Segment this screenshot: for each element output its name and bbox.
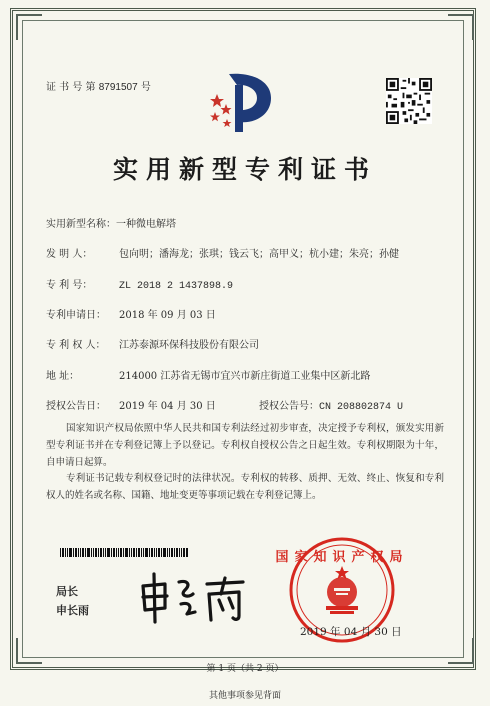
corner-ornament xyxy=(16,14,42,40)
field-value: 一种微电解塔 xyxy=(116,219,176,230)
director-title: 局长 xyxy=(56,586,78,598)
seal-text: 国家知识产权局 xyxy=(275,550,409,565)
patent-office-emblem-icon xyxy=(205,66,285,136)
grant-statement: 国家知识产权局依照中华人民共和国专利法经过初步审查，决定授予专利权，颁发实用新型专利证书并在专利登记簿上予以登记。专利权自授权公告之日起生效。专利权期限为十年，自申请日起算。 xyxy=(46,423,444,468)
field-value: 包向明；潘海龙；张琪；钱云飞；高甲义；杭小建；朱亮；孙健 xyxy=(119,249,399,260)
field-utility-name xyxy=(46,215,176,230)
certificate-number-label: 证 书 号 第 xyxy=(46,82,96,93)
field-value: CN 208802874 U xyxy=(319,402,404,413)
field-label: 专 利 号： xyxy=(46,280,93,291)
field-label: 授权公告号： xyxy=(259,401,319,412)
barcode-icon xyxy=(60,548,188,557)
field-grant-info xyxy=(46,397,403,413)
legal-status-statement: 专利证书记载专利权登记时的法律状况。专利权的转移、质押、无效、终止、恢复和专利权人的姓名或名称、国籍、地址变更等事项记载在专利登记簿上。 xyxy=(46,473,444,501)
page-number: 第 1 页（共 2 页） xyxy=(206,664,284,674)
field-inventors xyxy=(46,245,399,260)
field-label: 地 址： xyxy=(46,371,80,382)
director-name: 申长雨 xyxy=(56,605,89,617)
field-label: 授权公告日： xyxy=(46,401,106,412)
field-value: 江苏泰源环保科技股份有限公司 xyxy=(119,340,259,351)
field-label: 发 明 人： xyxy=(46,249,93,260)
field-label: 专 利 权 人： xyxy=(46,340,106,351)
field-filing-date xyxy=(46,306,216,321)
certificate-number xyxy=(46,78,151,93)
field-patent-number xyxy=(46,276,233,292)
corner-ornament xyxy=(448,14,474,40)
field-address xyxy=(46,367,370,382)
field-label: 实用新型名称： xyxy=(46,219,116,230)
field-patentee xyxy=(46,336,259,351)
footer-note: 其他事项参见背面 xyxy=(208,691,281,701)
certificate-title: 实用新型专利证书 xyxy=(112,155,377,184)
seal-date: 2019 年 04 月 30 日 xyxy=(300,626,402,638)
certificate-number-suffix: 号 xyxy=(140,82,151,93)
field-value: 2019 年 04 月 30 日 xyxy=(119,401,216,412)
field-value: 2018 年 09 月 03 日 xyxy=(119,310,216,321)
certificate-number-value: 8791507 xyxy=(98,82,138,93)
qr-code-icon xyxy=(386,78,432,124)
director-signature xyxy=(135,570,250,625)
field-value: 214000 江苏省无锡市宜兴市新庄街道工业集中区新北路 xyxy=(119,371,371,382)
field-value: ZL 2018 2 1437898.9 xyxy=(119,281,234,292)
field-label: 专利申请日： xyxy=(46,310,106,321)
